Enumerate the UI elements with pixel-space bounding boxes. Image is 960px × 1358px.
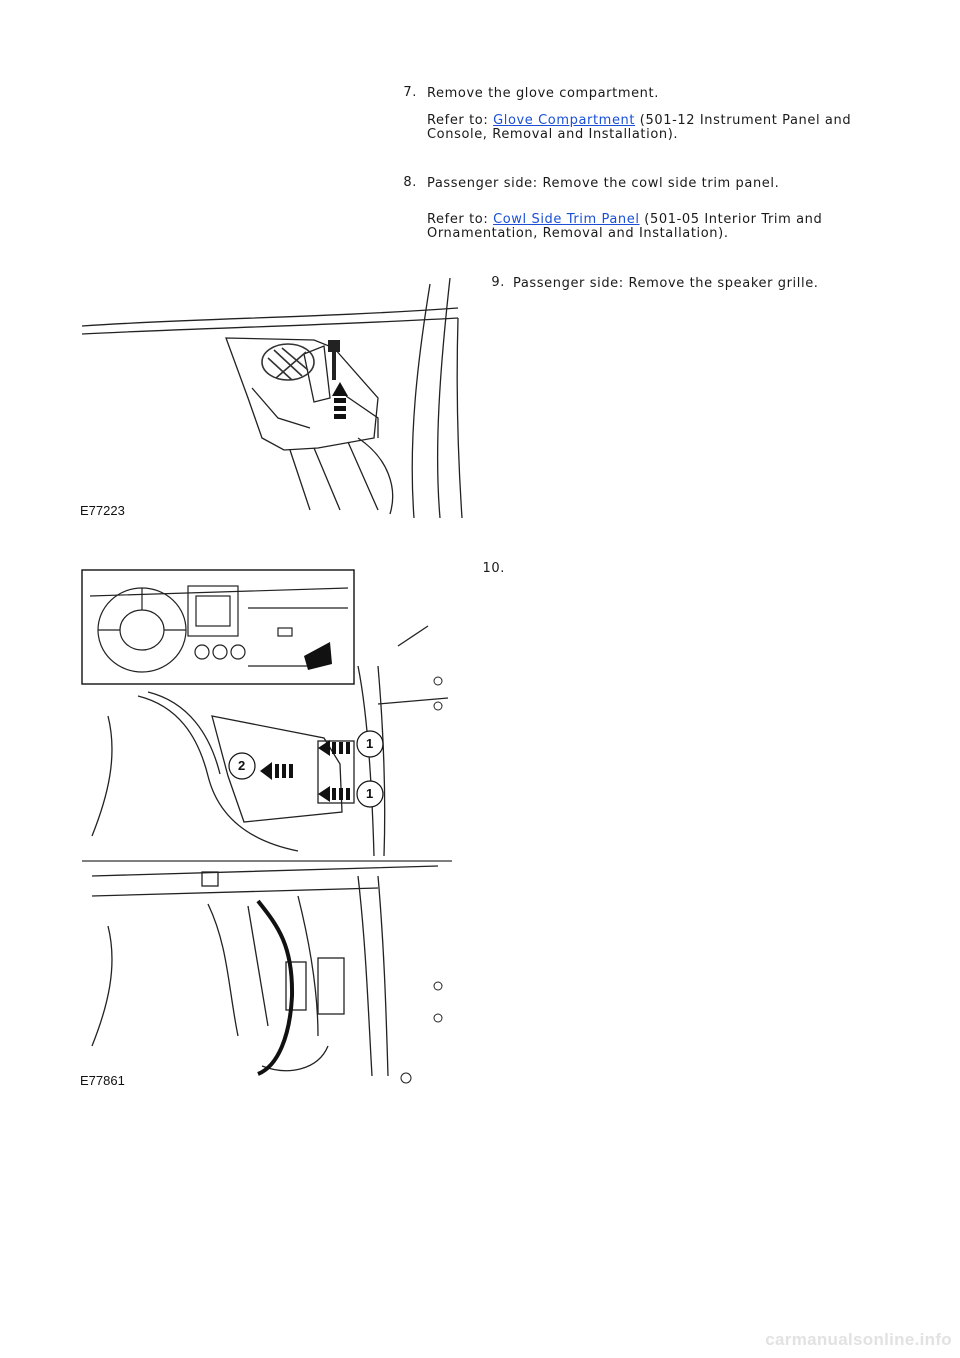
step-text: Passenger side: Remove the cowl side trim panel. [427,176,780,191]
callout-1-upper: 1 [366,736,374,751]
figure-id: E77861 [80,1073,125,1088]
step-text: Passenger side: Remove the speaker grille. [513,276,819,291]
callout-2: 2 [238,758,246,773]
figure-id: E77223 [80,503,125,518]
module-illustration [78,566,456,1094]
speaker-grille-illustration [78,278,470,526]
refer-to-continued: Console, Removal and Installation). [427,127,679,142]
link-cowl-side-trim-panel[interactable]: Cowl Side Trim Panel [493,212,640,227]
watermark: carmanualsonline.info [765,1330,952,1349]
refer-suffix: (501-12 Instrument Panel and [635,113,852,128]
step-number: 7. [403,85,417,100]
step-number: 9. [491,275,505,290]
figure-speaker-grille [78,278,470,526]
refer-prefix: Refer to: [427,212,494,227]
refer-prefix: Refer to: [427,113,494,128]
step-number: 10. [482,561,505,576]
step-number: 8. [403,175,417,190]
figure-module [78,566,456,1094]
refer-to-continued: Ornamentation, Removal and Installation). [427,226,729,241]
refer-suffix: (501-05 Interior Trim and [639,212,823,227]
callout-1-lower: 1 [366,786,374,801]
link-glove-compartment[interactable]: Glove Compartment [493,113,636,128]
step-text: Remove the glove compartment. [427,86,659,101]
